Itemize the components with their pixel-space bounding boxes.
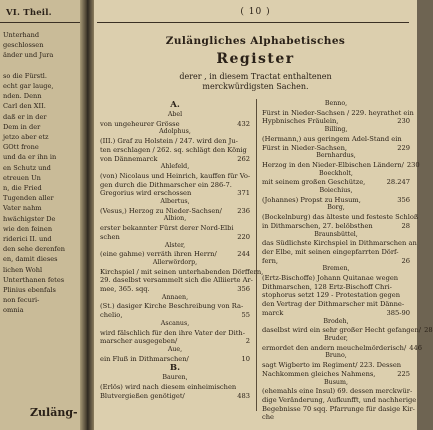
page-reference: 262 <box>237 154 250 163</box>
page-reference <box>416 396 419 405</box>
page-reference: 371 <box>237 189 250 198</box>
index-entry <box>262 413 410 422</box>
left-page-line: riderici II. und <box>3 235 52 244</box>
page-reference <box>253 276 256 285</box>
entry-text: che <box>262 413 275 422</box>
index-entry <box>262 274 410 283</box>
left-page-line: jetzo aber etz <box>3 133 49 142</box>
page-reference: 244 <box>237 250 250 259</box>
index-keyword: Bernhardus, <box>316 152 356 160</box>
entry-text: den Vertrag der Dithmarscher mit Dänne- <box>262 300 405 309</box>
letter-heading: A. <box>170 100 180 110</box>
index-entry <box>100 137 250 146</box>
letter-heading: B. <box>169 363 181 374</box>
index-entry <box>100 329 250 338</box>
left-page-text <box>3 30 85 316</box>
entry-text: mee, 365. sqq. <box>100 285 150 294</box>
index-keyword: Brodeh, <box>323 317 349 325</box>
page-reference: 385-90 <box>386 308 410 317</box>
entry-text: ermordet den andern meuchelmörderisch/ <box>262 343 407 352</box>
index-keyword: Adolphus, <box>159 128 191 136</box>
entry-text: von Dännemarck <box>100 154 158 163</box>
left-page-line: wie den feinen <box>3 224 53 233</box>
page-reference <box>247 137 250 146</box>
left-page-catchword: Zuläng- <box>30 406 78 419</box>
index-entry <box>262 248 410 257</box>
left-page <box>0 0 88 430</box>
index-keyword: Alster, <box>164 241 186 249</box>
page-reference <box>407 274 410 283</box>
entry-text: daselbst wird ein sehr großer Hecht gefangen/ <box>262 326 422 335</box>
left-page-line: en Schutz und <box>3 163 51 172</box>
entry-text: Herzog in den Nieder-Elbischen Ländern/ <box>262 160 404 169</box>
index-entry <box>100 311 250 320</box>
page-reference <box>247 329 250 338</box>
page-reference <box>407 291 410 300</box>
index-keyword: Billing, <box>324 126 348 134</box>
index-entry <box>262 196 410 205</box>
entry-text: Blutvergießen genötiget/ <box>100 391 185 400</box>
left-page-line: omnia <box>3 306 24 315</box>
page-reference <box>417 239 420 248</box>
left-page-line: Vater nahm <box>3 204 42 213</box>
entry-text: Begebnisse 70 sqq. Pfarrunge für dasige Kir- <box>262 404 415 413</box>
index-keyword: Borg, <box>327 204 345 212</box>
index-keyword: Allerwördorp, <box>152 258 198 266</box>
left-page-line: nden. Denn <box>3 92 42 101</box>
index-entry <box>262 222 410 231</box>
index-entry <box>100 189 250 198</box>
entry-text: mit seinem großen Geschütze, <box>262 178 366 187</box>
page-reference <box>415 405 418 414</box>
left-page-line: daß er in der <box>3 112 47 121</box>
index-entry <box>262 387 413 396</box>
index-entry <box>262 117 410 126</box>
page-reference <box>407 248 410 257</box>
index-entry <box>262 283 410 292</box>
entry-text: (Erlös) wird nach diesem einheimischen <box>100 383 237 392</box>
left-page-line: hwächigster De <box>3 214 56 223</box>
page-reference: 220 <box>237 232 250 241</box>
left-page-rule <box>0 22 84 23</box>
left-page-line: echt gar lauge, <box>3 82 54 91</box>
page-reference: 236 <box>237 206 250 215</box>
entry-text: (Hermann,) aus geringem Adel-Stand ein <box>262 134 402 143</box>
index-entry <box>100 383 250 392</box>
entry-text: das Südlichste Kirchspiel in Dithmarschen an <box>262 239 417 248</box>
entry-text: (III.) Graf zu Holstein / 247. wird den Ju- <box>100 137 238 146</box>
left-page-line: Unterthanen fetes <box>3 275 65 284</box>
entry-text: dige Veränderung, Aufkunfft, und nachherige <box>262 395 417 404</box>
page-reference <box>247 302 250 311</box>
left-page-line: etreuen Un <box>3 173 41 182</box>
left-page-line: Plinius ebenfals <box>3 286 56 295</box>
left-page-line: und da er ihn in <box>3 153 57 162</box>
entry-text: (St.) dasiger Kirche Beschreibung von Ra- <box>100 302 244 311</box>
index-entry <box>262 343 423 353</box>
entry-text: marscher ausgegeben/ <box>100 337 178 346</box>
index-entry <box>262 395 417 405</box>
page-reference: 2 <box>245 337 250 346</box>
entry-text: Kirchspiel / mit seinen unterhabenden Dörffern, <box>100 267 264 276</box>
entry-text: stophorus setzt 129 - Protestation gegen <box>262 291 401 300</box>
subtitle-line-2: merckwürdigsten Sachen. <box>202 82 309 91</box>
index-entry <box>262 300 410 309</box>
title-line-1: Zulängliches Alphabetisches <box>165 35 346 47</box>
index-entry <box>100 146 250 155</box>
entry-text: Hypbnisches Fräulein, <box>262 117 339 126</box>
page-reference: 225 <box>397 369 410 378</box>
page-reference <box>407 135 410 144</box>
entry-text: Gregorius wird erschossen <box>100 189 192 198</box>
index-keyword: Albion, <box>163 215 187 223</box>
page-reference <box>407 283 410 292</box>
page-reference <box>250 172 253 181</box>
index-entry <box>100 172 250 181</box>
index-entry <box>262 108 414 118</box>
index-entry <box>100 276 253 285</box>
index-keyword: Bremen, <box>322 265 350 273</box>
left-page-line: so die Fürstl. <box>3 71 47 80</box>
entry-text: der Elbe, mit seinen eingepfarrten Dörf- <box>262 247 399 256</box>
index-keyword: Ascanus, <box>160 319 190 327</box>
page-reference <box>247 383 250 392</box>
page-reference <box>407 413 410 422</box>
page-number: ( 10 ) <box>240 7 271 17</box>
index-entry <box>262 257 410 266</box>
page-reference: 432 <box>237 119 250 128</box>
entry-text: (eine gahme) verräth ihren Herrn/ <box>100 250 217 259</box>
page-reference: 446 <box>409 343 423 352</box>
index-entry <box>100 285 250 294</box>
page-reference <box>247 181 250 190</box>
index-entry <box>100 337 250 346</box>
entry-text: fern, <box>262 256 279 265</box>
index-entry <box>262 213 419 222</box>
entry-text: sagt Wigberto im Regiment/ 223. Dessen <box>262 361 402 370</box>
page-title: Register <box>216 51 295 67</box>
left-page-line: den sehe derenfen <box>3 245 66 254</box>
index-entry <box>262 361 410 370</box>
index-entry <box>262 239 417 248</box>
index-entry <box>262 144 410 153</box>
book-gutter <box>80 0 94 430</box>
index-column-left <box>100 100 264 401</box>
page-reference <box>407 361 410 370</box>
entry-text: von ungeheurer Grösse <box>100 119 180 128</box>
page-reference: 28 <box>424 326 433 335</box>
subtitle-line-1: derer , in diesem Tractat enthaltenen <box>179 72 332 81</box>
index-entry <box>262 370 410 379</box>
index-keyword: Aue, <box>167 345 183 353</box>
index-keyword: Busum, <box>324 378 348 386</box>
entry-text: (Johannes) Propst zu Husum, <box>262 195 361 204</box>
page-reference: 356 <box>237 285 250 294</box>
index-entry <box>262 160 420 170</box>
index-keyword: Annaen, <box>161 293 189 301</box>
index-entry <box>262 178 410 187</box>
index-entry <box>100 224 250 233</box>
index-keyword: Bruno, <box>325 352 347 360</box>
page-reference <box>412 387 415 396</box>
page-reference: 229 <box>397 143 410 152</box>
index-keyword: Albertus, <box>160 198 190 206</box>
index-entry <box>100 392 250 401</box>
entry-text: Fürst in Nieder-Sachsen / 229. heyrathet ein <box>262 108 414 117</box>
index-keyword: Abel <box>167 111 183 118</box>
index-keyword: Benno, <box>324 100 348 107</box>
page-reference: 10 <box>241 354 250 363</box>
entry-text: erster bekannter Fürst derer Nord-Elbi <box>100 224 234 233</box>
index-entry <box>100 181 250 190</box>
index-entry <box>100 233 250 242</box>
entry-text: Nachkommen gleiches Nahmens, <box>262 369 376 378</box>
page-reference: 28 <box>401 221 410 230</box>
page-reference: 26 <box>401 256 410 265</box>
index-entry <box>100 250 250 259</box>
entry-text: ein Fluß in Dithmarschen/ <box>100 354 189 363</box>
page-reference <box>418 213 421 222</box>
left-page-line: geschlossen <box>3 41 44 50</box>
index-keyword: Bauren, <box>162 374 188 382</box>
index-keyword: Braunsbüttel, <box>314 230 358 238</box>
left-page-line: Tugenden aller <box>3 194 54 203</box>
right-page <box>94 0 433 430</box>
left-page-header: VI. Theil. <box>6 8 52 18</box>
index-entry <box>100 207 250 216</box>
index-entry <box>262 326 433 335</box>
index-keyword: Boeckholt, <box>319 169 353 177</box>
entry-text: (von) Nicolaus und Heinrich, kauffen für Vo- <box>100 171 251 180</box>
entry-text: in Dithmarschen, 27. belöbsthen <box>262 221 373 230</box>
left-page-line: en, damit dieses <box>3 255 58 264</box>
entry-text: ten erschlagen / 262. sq. schlägt den König <box>100 145 247 154</box>
column-divider <box>256 99 257 411</box>
page-reference <box>247 224 250 233</box>
left-page-line: non fecuri- <box>3 296 40 305</box>
left-page-line: Carl den XII. <box>3 102 46 111</box>
entry-text: (Vesus,) Herzog zu Nieder-Sachsen/ <box>100 206 222 215</box>
entry-text: marck <box>262 308 284 317</box>
index-entry <box>100 155 250 164</box>
index-entry <box>100 120 250 129</box>
page-reference <box>407 300 410 309</box>
index-entry <box>100 302 250 311</box>
left-page-line: GOtt frone <box>3 143 39 152</box>
left-page-line <box>3 61 85 71</box>
left-page-line: Dem in der <box>3 122 41 131</box>
index-entry <box>262 135 410 144</box>
index-keyword: Bruder, <box>324 334 348 342</box>
left-page-line: änder und Jura <box>3 51 54 60</box>
page-reference: 55 <box>241 311 250 320</box>
entry-text: 29. daselbst versammelt sich die Alliierte Ar- <box>100 276 253 285</box>
entry-text: Fürst in Nieder-Sachsen, <box>262 143 348 152</box>
entry-text: chelio, <box>100 311 123 320</box>
index-column-right <box>262 100 433 422</box>
index-entry <box>262 291 410 300</box>
entry-text: Dithmarschen, 128 Ertz-Bischoff Chri- <box>262 282 392 291</box>
index-keyword: Ahlefeld, <box>160 163 190 171</box>
entry-text: (Ertz-Bischoffe) Johann Quitanae wegen <box>262 274 399 283</box>
entry-text: (Bockelnburg) das älteste und festeste Schloß <box>262 213 419 222</box>
left-page-line: n, die Fried <box>3 184 42 193</box>
index-keyword: Boiechius, <box>319 187 353 195</box>
page-reference: 356 <box>397 195 410 204</box>
page-reference <box>414 109 417 118</box>
subtitle <box>94 72 417 92</box>
left-page-line: lichen Wohl <box>3 265 43 274</box>
entry-text: (ehemahls eine Insul) 69. dessen merckwür- <box>262 387 413 396</box>
entry-text: gen durch die Dithmarscher ein 286-7. <box>100 180 232 189</box>
entry-text: wird fälschlich für den ihre Vater der Dith- <box>100 328 245 337</box>
header-rule <box>97 22 409 23</box>
page-reference: 230 <box>397 117 410 126</box>
page-reference: 28.247 <box>386 178 410 187</box>
index-entry <box>100 355 250 364</box>
index-entry <box>262 404 415 414</box>
index-entry <box>100 267 264 277</box>
entry-text: schen <box>100 232 120 241</box>
page-reference: 483 <box>237 391 250 400</box>
page-reference <box>247 146 250 155</box>
page-reference: 230 <box>406 160 420 169</box>
index-entry <box>262 309 410 318</box>
left-page-line: Unterhand <box>3 31 40 39</box>
